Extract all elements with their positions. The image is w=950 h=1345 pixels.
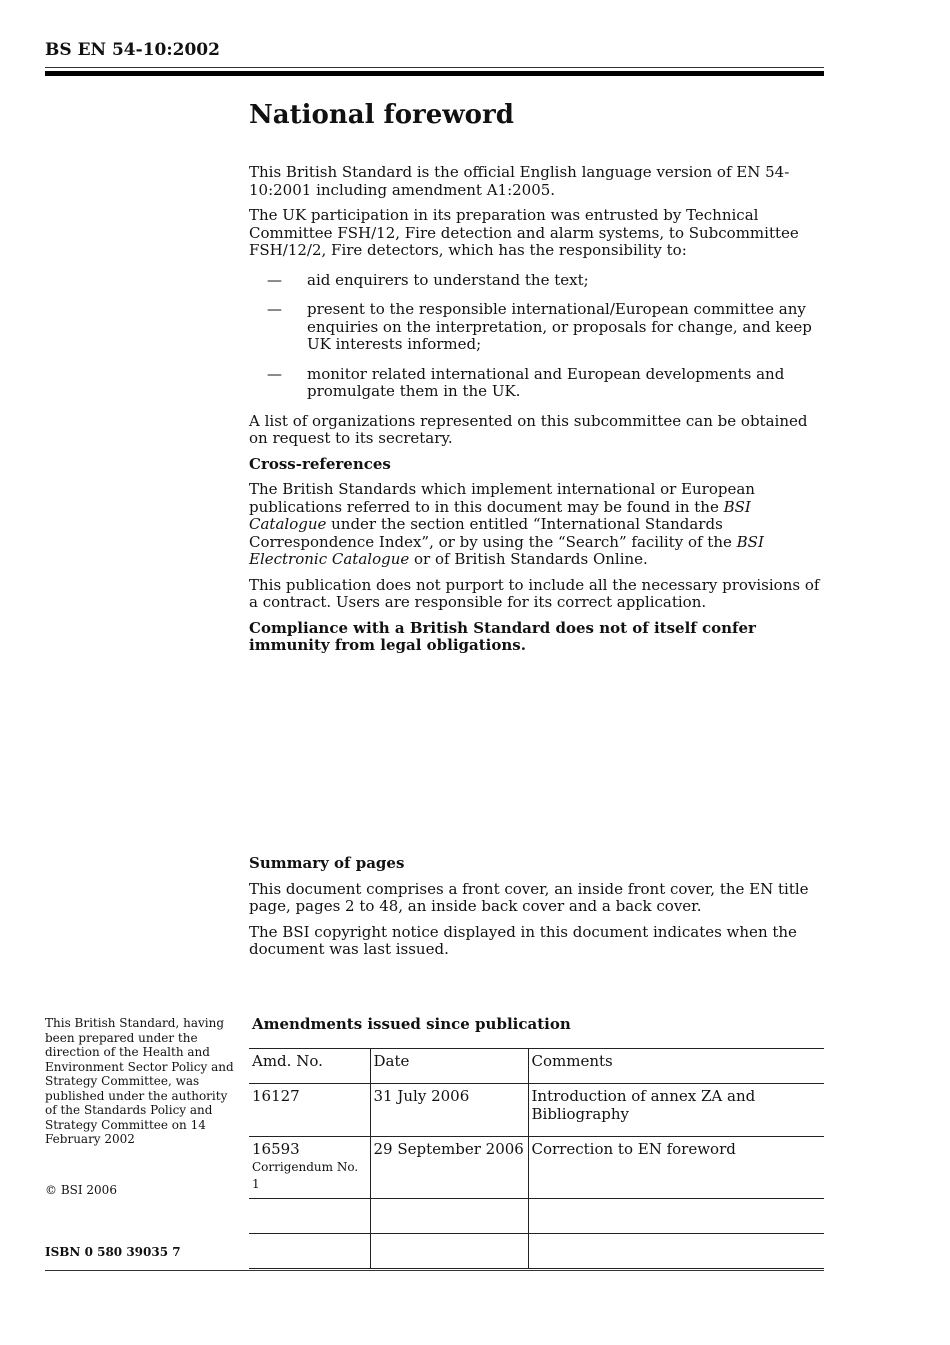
copyright-notice-text: The BSI copyright notice displayed in this document indicates when the document was last issued. <box>249 922 797 958</box>
amd-sub-label: Corrigendum No. 1 <box>252 1159 359 1191</box>
summary-heading: Summary of pages <box>249 854 405 872</box>
cross-ref-text-part: The British Standards which implement international or European publications referred to in this document may be found in the <box>249 480 755 516</box>
amendments-title: Amendments issued since publication <box>252 1015 571 1033</box>
list-item <box>267 272 824 290</box>
bsi-electronic-catalogue-title: BSI Electronic Catalogue <box>249 532 764 568</box>
amd-date: 29 September 2006 <box>370 1137 528 1199</box>
dash-marker: — <box>267 300 282 318</box>
isbn-number: ISBN 0 580 39035 7 <box>45 1245 181 1259</box>
amendments-table <box>249 1048 824 1269</box>
bsi-catalogue-title: BSI Catalogue <box>249 497 751 533</box>
table-header-row <box>249 1049 824 1084</box>
amd-comment <box>528 1233 824 1268</box>
amd-number <box>249 1233 370 1268</box>
compliance-statement: Compliance with a British Standard does not of itself confer immunity from legal obligations. <box>249 618 756 654</box>
table-row <box>249 1198 824 1233</box>
amd-comment: Correction to EN foreword <box>528 1137 824 1199</box>
copyright-line: © BSI 2006 <box>45 1183 117 1197</box>
table-row <box>249 1084 824 1137</box>
list-item-text: aid enquirers to understand the text; <box>307 270 589 289</box>
document-code: BS EN 54-10:2002 <box>45 40 220 60</box>
cross-references-heading: Cross-references <box>249 454 391 473</box>
amd-date <box>370 1198 528 1233</box>
amd-number-text: 16127 <box>252 1087 300 1105</box>
header-comments: Comments <box>528 1049 824 1084</box>
list-item-text: present to the responsible international/European committee any enquiries on the interpretation, or proposals for change, and keep UK interests informed; <box>307 300 812 353</box>
summary-text: This document comprises a front cover, an inside front cover, the EN title page, pages 2 to 48, an inside back cover and a back cover. <box>249 879 809 915</box>
header-amd-no: Amd. No. <box>249 1049 370 1084</box>
table-row <box>249 1233 824 1268</box>
amd-date <box>370 1233 528 1268</box>
amd-number <box>249 1198 370 1233</box>
table-row <box>249 1137 824 1199</box>
amd-number <box>249 1084 370 1137</box>
amd-comment: Introduction of annex ZA and Bibliography <box>528 1084 824 1137</box>
foreword-body <box>249 164 824 663</box>
summary-of-pages <box>249 855 824 967</box>
cross-ref-text-part: under the section entitled “International Standards Correspondence Index”, or by using the “Search” facility of the <box>249 515 737 551</box>
organizations-note: A list of organizations represented on this subcommittee can be obtained on request to its secretary. <box>249 411 808 447</box>
dash-marker: — <box>267 270 282 289</box>
list-item <box>267 366 824 401</box>
footer-rule <box>45 1270 824 1271</box>
dash-marker: — <box>267 364 282 383</box>
publication-side-note: This British Standard, having been prepared under the direction of the Health and Environment Sector Policy and Strategy Committee, was published under the authority of the Standards Policy and Strategy Committee on 14 February 2002 <box>45 1016 234 1146</box>
responsibility-list <box>267 272 824 401</box>
header-date: Date <box>370 1049 528 1084</box>
amd-comment <box>528 1198 824 1233</box>
list-item <box>267 301 824 354</box>
amd-number-text: 16593 <box>252 1140 300 1158</box>
page-title: National foreword <box>249 100 514 130</box>
intro-paragraph-1: This British Standard is the official English language version of EN 54-10:2001 including amendment A1:2005. <box>249 163 790 199</box>
header-rule-thin <box>45 67 824 68</box>
disclaimer-paragraph: This publication does not purport to include all the necessary provisions of a contract. Users are responsible for its correct application. <box>249 575 820 611</box>
amd-date: 31 July 2006 <box>370 1084 528 1137</box>
intro-paragraph-2: The UK participation in its preparation was entrusted by Technical Committee FSH/12, Fire detection and alarm systems, to Subcommittee FSH/12/2, Fire detectors, which has the responsibility to: <box>249 206 799 259</box>
header-rule-thick <box>45 71 824 76</box>
cross-ref-text-part: or of British Standards Online. <box>409 550 648 568</box>
list-item-text: monitor related international and European developments and promulgate them in the UK. <box>307 364 785 400</box>
amd-number <box>249 1137 370 1199</box>
cross-references-text <box>249 481 824 569</box>
